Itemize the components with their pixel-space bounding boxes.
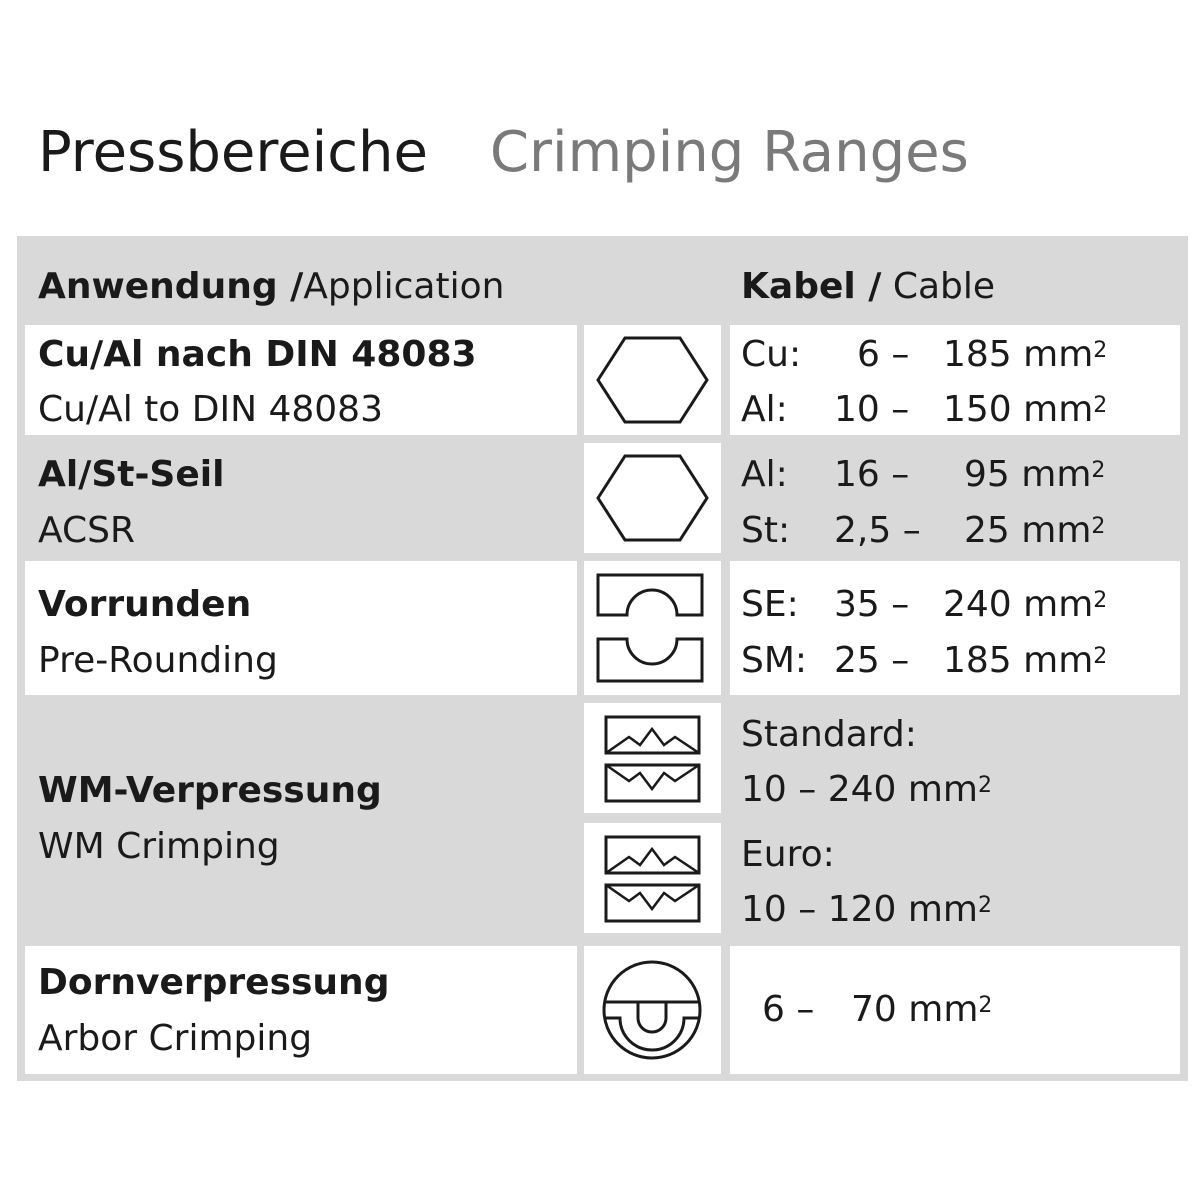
header-application-en: Application bbox=[303, 266, 505, 307]
row-3-line-1-to bbox=[943, 583, 1107, 627]
row-1-line-2-label: Al: bbox=[741, 389, 788, 430]
title-german: Pressbereiche bbox=[38, 120, 428, 185]
row-3-line-1-label: SE: bbox=[741, 584, 799, 625]
row-3-cable-cell bbox=[730, 561, 1180, 695]
header-application-de: Anwendung / bbox=[38, 266, 304, 307]
row-1-line-2-from: 10 – bbox=[834, 389, 910, 430]
row-1-application bbox=[25, 325, 577, 435]
row-2-name-de: Al/St-Seil bbox=[38, 454, 225, 495]
row-2-line-1-label: Al: bbox=[741, 454, 788, 495]
row-2-icon-cell bbox=[584, 443, 721, 553]
row-1-line-1-to bbox=[943, 333, 1107, 377]
row-5-cable-cell bbox=[730, 946, 1180, 1074]
superscript-2: 2 bbox=[1093, 393, 1108, 418]
row-3-name-en: Pre-Rounding bbox=[38, 640, 278, 681]
header-icon-cell bbox=[584, 241, 721, 323]
title-english: Crimping Ranges bbox=[489, 120, 969, 185]
hexagon-icon bbox=[584, 443, 721, 553]
row-1-name-de: Cu/Al nach DIN 48083 bbox=[38, 334, 477, 375]
superscript-2: 2 bbox=[978, 773, 992, 798]
row-1-name-en: Cu/Al to DIN 48083 bbox=[38, 389, 383, 430]
row-5-icon-cell bbox=[584, 946, 721, 1074]
row-4-icon-cell-standard bbox=[584, 703, 721, 813]
header-application bbox=[38, 265, 504, 309]
row-3-name-de: Vorrunden bbox=[38, 584, 252, 625]
row-4-euro-range-text: 10 – 120 mm bbox=[741, 889, 978, 930]
row-5-application bbox=[25, 946, 577, 1074]
pre-rounding-die-icon bbox=[584, 561, 721, 695]
wm-die-icon bbox=[584, 823, 721, 933]
row-1-line-2-to bbox=[943, 388, 1107, 432]
row-1-icon-cell bbox=[584, 325, 721, 435]
row-4-euro-label: Euro: bbox=[741, 834, 835, 875]
row-2-line-2-from: 2,5 – bbox=[834, 510, 921, 551]
header-cable-cell bbox=[730, 241, 1180, 323]
header-cable-de: Kabel / bbox=[741, 266, 882, 307]
row-3-line-2-to-text: 185 mm bbox=[943, 640, 1094, 681]
row-1-cable-cell bbox=[730, 325, 1180, 435]
arbor-die-icon bbox=[584, 946, 721, 1074]
row-1-line-1-label: Cu: bbox=[741, 334, 802, 375]
row-4-euro-range bbox=[741, 888, 992, 932]
row-4-standard-range-text: 10 – 240 mm bbox=[741, 769, 978, 810]
row-1-line-1-from: 6 – bbox=[857, 334, 910, 375]
row-3-line-2-label: SM: bbox=[741, 640, 808, 681]
row-2-application bbox=[25, 441, 577, 555]
superscript-2: 2 bbox=[1093, 588, 1108, 613]
row-4-standard-range bbox=[741, 768, 992, 812]
superscript-2: 2 bbox=[978, 893, 992, 918]
hexagon-icon bbox=[584, 325, 721, 435]
row-2-cable-cell bbox=[730, 441, 1180, 555]
row-5-name-de: Dornverpressung bbox=[38, 962, 390, 1003]
row-4-name-en: WM Crimping bbox=[38, 826, 280, 867]
row-4-cable-cell bbox=[730, 701, 1180, 941]
row-2-line-1-to-text: 95 mm bbox=[964, 454, 1092, 495]
row-3-line-1-to-text: 240 mm bbox=[943, 584, 1094, 625]
row-4-name-de: WM-Verpressung bbox=[38, 770, 382, 811]
row-2-line-1-to bbox=[964, 453, 1105, 497]
row-2-line-2-to bbox=[964, 509, 1105, 553]
header-application-cell bbox=[25, 241, 577, 323]
row-4-icon-cell-euro bbox=[584, 823, 721, 933]
wm-die-icon bbox=[584, 703, 721, 813]
row-2-line-2-label: St: bbox=[741, 510, 791, 551]
row-3-line-2-from: 25 – bbox=[834, 640, 910, 681]
superscript-2: 2 bbox=[1093, 644, 1108, 669]
row-1-line-2-to-text: 150 mm bbox=[943, 389, 1094, 430]
page-title bbox=[38, 118, 969, 188]
row-2-line-1-from: 16 – bbox=[834, 454, 910, 495]
row-1-line-1-to-text: 185 mm bbox=[943, 334, 1094, 375]
row-3-application bbox=[25, 561, 577, 695]
row-2-line-2-to-text: 25 mm bbox=[964, 510, 1092, 551]
row-2-name-en: ACSR bbox=[38, 510, 135, 551]
superscript-2: 2 bbox=[1093, 338, 1108, 363]
row-5-to bbox=[851, 988, 992, 1032]
superscript-2: 2 bbox=[978, 993, 993, 1018]
row-5-to-text: 70 mm bbox=[851, 989, 979, 1030]
row-3-line-1-from: 35 – bbox=[834, 584, 910, 625]
superscript-2: 2 bbox=[1091, 514, 1106, 539]
crimping-table bbox=[17, 236, 1188, 1081]
row-3-line-2-to bbox=[943, 639, 1107, 683]
row-4-application bbox=[25, 701, 577, 941]
row-5-name-en: Arbor Crimping bbox=[38, 1018, 313, 1059]
header-cable-en: Cable bbox=[892, 266, 996, 307]
row-5-from: 6 – bbox=[762, 989, 815, 1030]
header-cable bbox=[741, 265, 995, 309]
superscript-2: 2 bbox=[1091, 458, 1106, 483]
row-4-standard-label: Standard: bbox=[741, 714, 917, 755]
row-3-icon-cell bbox=[584, 561, 721, 695]
